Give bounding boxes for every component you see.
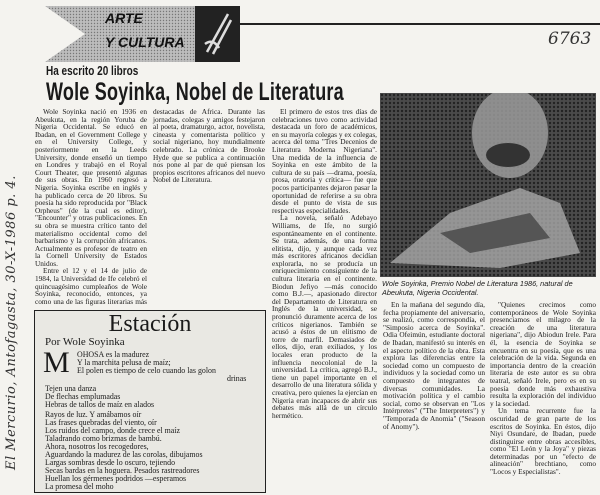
- article-paragraph: Entre el 12 y el 14 de julio de 1984, la Universidad de Ife celebró el quincuagésimo cumpleaños de Wole Soyinka, reconocido, entonces, ya como una de las figuras literarias más destacadas de Africa. Durante las jornadas, colegas y amigos festejaron al poeta, dramaturgo, actor, novelista, cineasta y comentarista político y social nigeriano, hoy mundialmente celebrado. La crónica de Brooke Hyde que se publica a continuación nos pone al par de qué piensan los propios escritores africanos del nuevo Nobel de Literatura.: [35, 107, 265, 306]
- poem-dropcap: M: [43, 346, 70, 379]
- poem-line: Rayos de luz. Y amábamos oír: [45, 410, 142, 419]
- poem-line: Aguardando la madurez de las corolas, dibujamos: [45, 450, 203, 459]
- handwritten-source-note: El Mercurio, Antofagasta, 30-X-1986 p. 4.: [4, 175, 19, 470]
- poem-line: Tejen una danza: [45, 384, 97, 393]
- section-banner: [45, 4, 240, 64]
- poem-line: La promesa del moho: [45, 482, 114, 491]
- poem-line: El polen es tiempo de celo cuando las golon: [77, 366, 216, 375]
- article-columns-1-2: [35, 108, 265, 308]
- article-paragraph: La novela, señaló Adebayo Williams, de Ife, no surgió espontáneamente en el continente. Se trata, además, de una forma elitista, dijo, y aunque cada vez más escritores africanos decidían explorarla, no se producía un enriquecimiento consiguiente de la cultura literaria en el continente. Biodun Jefiyo —más conocido como B.J.—, apasionado director del Departamento de Literatura en Inglés de la universidad, se pronunció duramente acerca de los críticos nigerianos. También se acusó a éstos de un elitismo de torre de marfil. Demasiados de ellos, dijo, eran exiliados, y los locales eran producto de la influencia neocolonial de la universidad. La crítica, agregó B.J., tiene un papel importante en el desarrollo de una literatura sólida y creativa, pero quienes la ejercían en Nigeria eran incapaces de abrir sus debates más allá de un círculo hermético.: [272, 213, 377, 420]
- poem-line: De flechas emplumadas: [45, 392, 121, 401]
- banner-line2: Y CULTURA: [105, 34, 185, 50]
- poem-line: drinas: [227, 374, 247, 383]
- article-paragraph: "Quienes crecimos como contemporáneos de Wole Soyinka presenciamos el milagro de la creación de una literatura nigeriana", dijo Abiodun Irele. Para él, la esencia de Soyinka se encuentra en su poesía, que es una celebración de la vida. Segunda en importancia dentro de la creación literaria de este autor es su obra teatral, señaló Irele, pero es en su poesía donde más exhaustiva resulta la exploración del individuo y la sociedad.: [490, 300, 596, 408]
- poem-byline: Por Wole Soyinka: [45, 336, 125, 348]
- author-photo: [380, 93, 596, 277]
- poem-title: Estación: [108, 311, 192, 337]
- poem-box: [34, 310, 266, 493]
- banner-line1: ARTE: [105, 10, 143, 26]
- article-paragraph: Wole Soyinka nació en 1936 en Abeukuta, en la región Yoruba de Nigeria Occidental. Se educó en Ibadan, en el Government College y en el University College, y posteriormente en la Leeds University, donde enseñó un tiempo en Londres y trabajó en el Royal Court Theater, que presentó algunas de sus obras. En 1960 regresó a Nigeria. Soyinka escribe en inglés y ha publicado cerca de 20 libros. Su poesía ha sido reproducida por "Black Orpheus" (de la cual es editor), "Encounter" y otras publicaciones. En su obra se muestra crítico tanto del materialismo occidental como del barbarismo y la corrupción africanos. Actualmente es profesor de teatro en la Cornell University de Estados Unidos.: [35, 107, 147, 268]
- poem-line: Taladrando como brizmas de bambú.: [45, 434, 162, 443]
- portrait-image: [380, 93, 596, 277]
- poem-line: Huellan los gérmenes podridos —esperamos: [45, 474, 187, 483]
- header-rule: [240, 23, 600, 25]
- poem-line: Hebras de tallos de maíz en alados: [45, 400, 155, 409]
- photo-caption: Wole Soyinka, Premio Nobel de Literatura 1986, natural de Abeukuta, Nigeria Occidental.: [382, 279, 573, 297]
- article-column-3: [272, 108, 377, 419]
- article-column-5: [490, 301, 596, 476]
- poem-line: Y la marchita pelusa de maíz;: [77, 358, 171, 367]
- poem-line: Los ruidos del campo, donde crece el maíz: [45, 426, 180, 435]
- poem-line: Las frases quebradas del viento, oír: [45, 418, 157, 427]
- article-paragraph: Un tema recurrente fue la oscuridad de gran parte de los escritos de Soyinka. En éstos, dijo Niyi Osundare, de Ibadan, puede distinguirse entre obras accesibles, como "El León y la Joya" y piezas determinadas por un "efecto de alineación" brechtiano, como "Locos y Especialistas".: [490, 406, 596, 477]
- handwritten-archive-number: 6763: [548, 29, 592, 49]
- article-column-4: [383, 301, 485, 430]
- poem-line: Largas sombras desde lo oscuro, tejiendo: [45, 458, 176, 467]
- poem-line: Ahora, nosotros los recogedores,: [45, 442, 149, 451]
- article-paragraph: En la mañana del segundo día, fecha propiamente del aniversario, se realizó, como correspondía, el "Simposio acerca de Soyinka". Odia Ofeimún, estudiante doctoral de Ibadan, manifestó su interés en el aspecto político de la obra. Esta explora las diferencias entre la sociedad como un compuesto de individuos y la sociedad como un compuesto de integrantes de diversas comunidades. La motivación política y el cambio social, como se observan en "Los Intérpretes" ("The Interpreters") y "Temporada de Anomia" ("Season of Anomy").: [383, 300, 485, 431]
- headline: Wole Soyinka, Nobel de Literatura: [46, 78, 344, 106]
- article-paragraph: El primero de estos tres días de celebraciones tuvo como actividad destacada un foro de académicos, en su mayoría colegas y ex colegas, acerca del tema "Tres Decenios de Literatura Moderna Nigeriana". Una medida de la influencia de Soyinka en este ámbito de la cultura de su país —drama, poesía, prosa, oratoria y crítica— fue que pocos participantes dejaron pasar la oportunidad de referirse a su obra desde el punto de vista de sus respectivas especialidades.: [272, 107, 377, 215]
- poem-line: Secas bardas en la hoguera. Pesados rastreadores: [45, 466, 200, 475]
- poem-line: OHOSA es la madurez: [77, 350, 150, 359]
- kicker: Ha escrito 20 libros: [46, 64, 139, 78]
